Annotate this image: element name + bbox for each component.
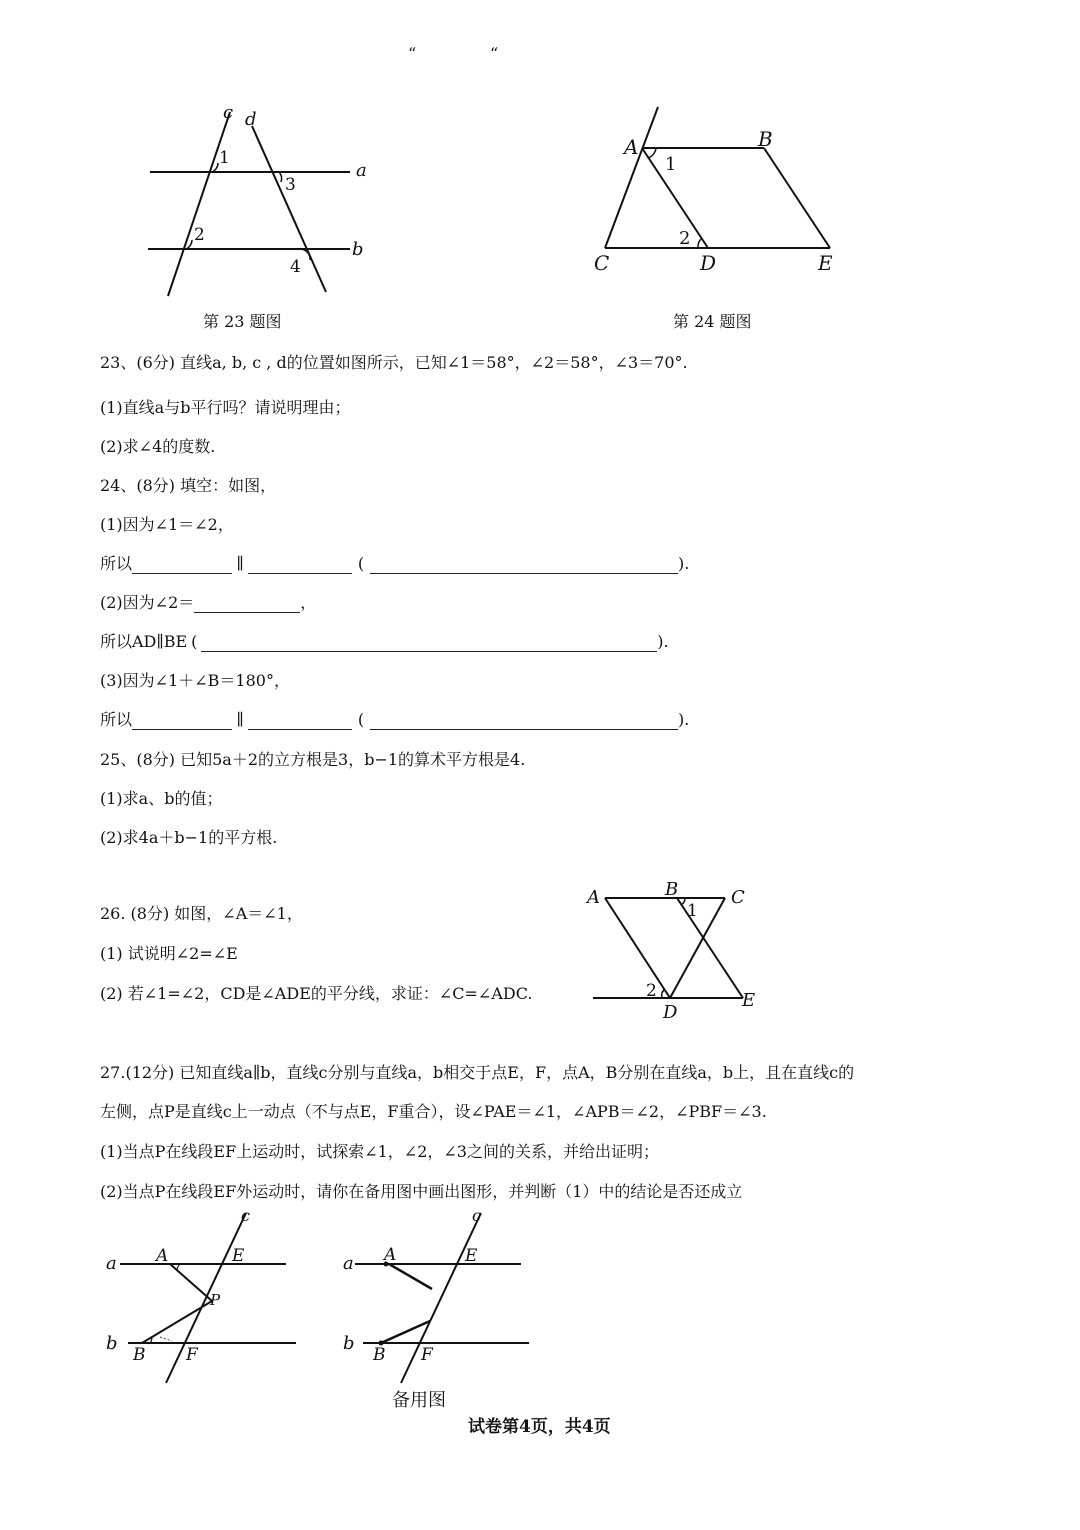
fig23-label-a: a <box>356 160 367 181</box>
q24-part2: (2)因为∠2＝ <box>100 593 195 612</box>
fig27-spare-label-c: c <box>472 1206 481 1225</box>
q25-part2: (2)求4a＋b−1的平方根. <box>100 828 278 847</box>
q23-part1: (1)直线a与b平行吗？请说明理由； <box>100 398 351 417</box>
q24-parallel-1: ∥ <box>236 554 244 573</box>
fig23-caption: 第 23 题图 <box>203 312 282 331</box>
q24-part3: (3)因为∠1＋∠B＝180°， <box>100 671 290 690</box>
q24-part2-line <box>100 593 316 613</box>
fig27-label-b: b <box>106 1333 118 1354</box>
figure-23 <box>140 100 400 300</box>
fig23-angle-3: 3 <box>285 175 296 195</box>
fig27-label-A: A <box>156 1246 169 1266</box>
q27-part1: (1)当点P在线段EF上运动时，试探索∠1，∠2，∠3之间的关系，并给出证明； <box>100 1142 659 1161</box>
fig24-caption: 第 24 题图 <box>673 312 752 331</box>
q26-part2: (2) 若∠1=∠2，CD是∠ADE的平分线，求证：∠C=∠ADC. <box>100 984 533 1003</box>
q26-stem: 26. (8分) 如图，∠A＝∠1， <box>100 904 303 923</box>
figure-26 <box>585 878 775 1023</box>
fig26-angle-1: 1 <box>687 901 698 921</box>
fig24-angle-2: 2 <box>679 228 691 249</box>
q26-part1: (1) 试说明∠2=∠E <box>100 944 238 963</box>
fig27-spare-label-b: b <box>343 1333 355 1354</box>
q24-comma: ， <box>300 593 317 612</box>
q24-lparen-3: ( <box>357 710 365 729</box>
q24-rparen-2: ). <box>657 632 669 651</box>
fig27-label-E: E <box>232 1246 245 1266</box>
q23-stem: 23、(6分) 直线a, b, c , d的位置如图所示，已知∠1＝58°，∠2＝58°，∠3＝70°. <box>100 353 688 372</box>
q24-part1-answer-line <box>100 554 689 574</box>
fig24-label-E: E <box>818 251 833 275</box>
q24-blank-2a[interactable] <box>194 596 300 613</box>
fig26-label-E: E <box>742 990 756 1011</box>
q27-part2: (2)当点P在线段EF外运动时，请你在备用图中画出图形，并判断（1）中的结论是否还成立 <box>100 1182 743 1201</box>
fig24-label-D: D <box>700 251 717 275</box>
fig24-label-C: C <box>594 251 610 275</box>
q24-stem: 24、(8分) 填空：如图， <box>100 476 277 495</box>
fig27-spare-label-a: a <box>343 1253 354 1274</box>
q24-blank-3a[interactable] <box>132 713 232 730</box>
q24-lparen-2: ( <box>191 632 198 651</box>
fig27-label-a: a <box>106 1253 117 1274</box>
fig26-label-A: A <box>587 887 600 908</box>
fig26-label-D: D <box>663 1002 678 1023</box>
fig23-angle-2: 2 <box>194 225 205 245</box>
q24-part2-so: 所以AD∥BE <box>100 632 188 651</box>
fig27-spare-label-E: E <box>465 1246 478 1266</box>
fig27-label-B: B <box>133 1345 146 1365</box>
q24-blank-2b[interactable] <box>201 635 657 652</box>
figure-27-spare[interactable] <box>335 1205 555 1385</box>
q24-part1-so: 所以 <box>100 554 133 573</box>
q24-part3-so: 所以 <box>100 710 133 729</box>
page-footer: 试卷第4页，共4页 <box>468 1417 611 1437</box>
figure-27 <box>100 1205 320 1385</box>
header-mark-right: “ <box>490 44 499 63</box>
q24-part3-answer-line <box>100 710 689 730</box>
fig27-label-c: c <box>241 1206 250 1225</box>
q24-rparen-3: ). <box>678 710 690 729</box>
q24-rparen-1: ). <box>678 554 690 573</box>
q24-blank-3b[interactable] <box>248 713 352 730</box>
q27-stem-continued: 左侧，点P是直线c上一动点（不与点E，F重合），设∠PAE＝∠1，∠APB＝∠2，∠PBF＝∠3. <box>100 1102 767 1121</box>
fig23-label-d: d <box>245 109 257 130</box>
fig23-angle-1: 1 <box>219 148 230 168</box>
fig27-spare-caption: 备用图 <box>392 1390 446 1411</box>
fig24-angle-1: 1 <box>665 154 677 175</box>
fig27-spare-label-F: F <box>421 1345 433 1365</box>
fig27-spare-label-A: A <box>384 1245 397 1265</box>
fig23-angle-4: 4 <box>290 257 301 277</box>
q25-stem: 25、(8分) 已知5a＋2的立方根是3，b−1的算术平方根是4. <box>100 750 526 769</box>
q24-part2-answer-line <box>100 632 669 652</box>
q24-blank-1b[interactable] <box>248 557 352 574</box>
fig24-label-B: B <box>758 127 773 151</box>
fig26-label-B: B <box>665 879 679 900</box>
fig26-label-C: C <box>731 887 745 908</box>
q24-part1: (1)因为∠1＝∠2， <box>100 515 234 534</box>
fig26-angle-2: 2 <box>646 981 657 1001</box>
q24-blank-1c[interactable] <box>370 557 678 574</box>
q25-part1: (1)求a、b的值； <box>100 789 223 808</box>
q24-blank-3c[interactable] <box>370 713 678 730</box>
fig27-label-F: F <box>186 1345 198 1365</box>
q24-parallel-3: ∥ <box>236 710 244 729</box>
fig23-label-b: b <box>352 239 364 260</box>
fig27-spare-label-B: B <box>373 1345 386 1365</box>
q24-blank-1a[interactable] <box>132 557 232 574</box>
header-mark-left: “ <box>408 44 417 63</box>
q23-part2: (2)求∠4的度数. <box>100 437 216 456</box>
q24-lparen-1: ( <box>357 554 365 573</box>
fig23-label-c: c <box>223 102 234 123</box>
figure-24 <box>590 100 850 280</box>
fig27-label-P: P <box>210 1291 221 1309</box>
q27-stem: 27.(12分) 已知直线a∥b，直线c分别与直线a，b相交于点E，F，点A，B分别在直线a，b上，且在直线c的 <box>100 1063 855 1082</box>
fig24-label-A: A <box>624 135 639 159</box>
